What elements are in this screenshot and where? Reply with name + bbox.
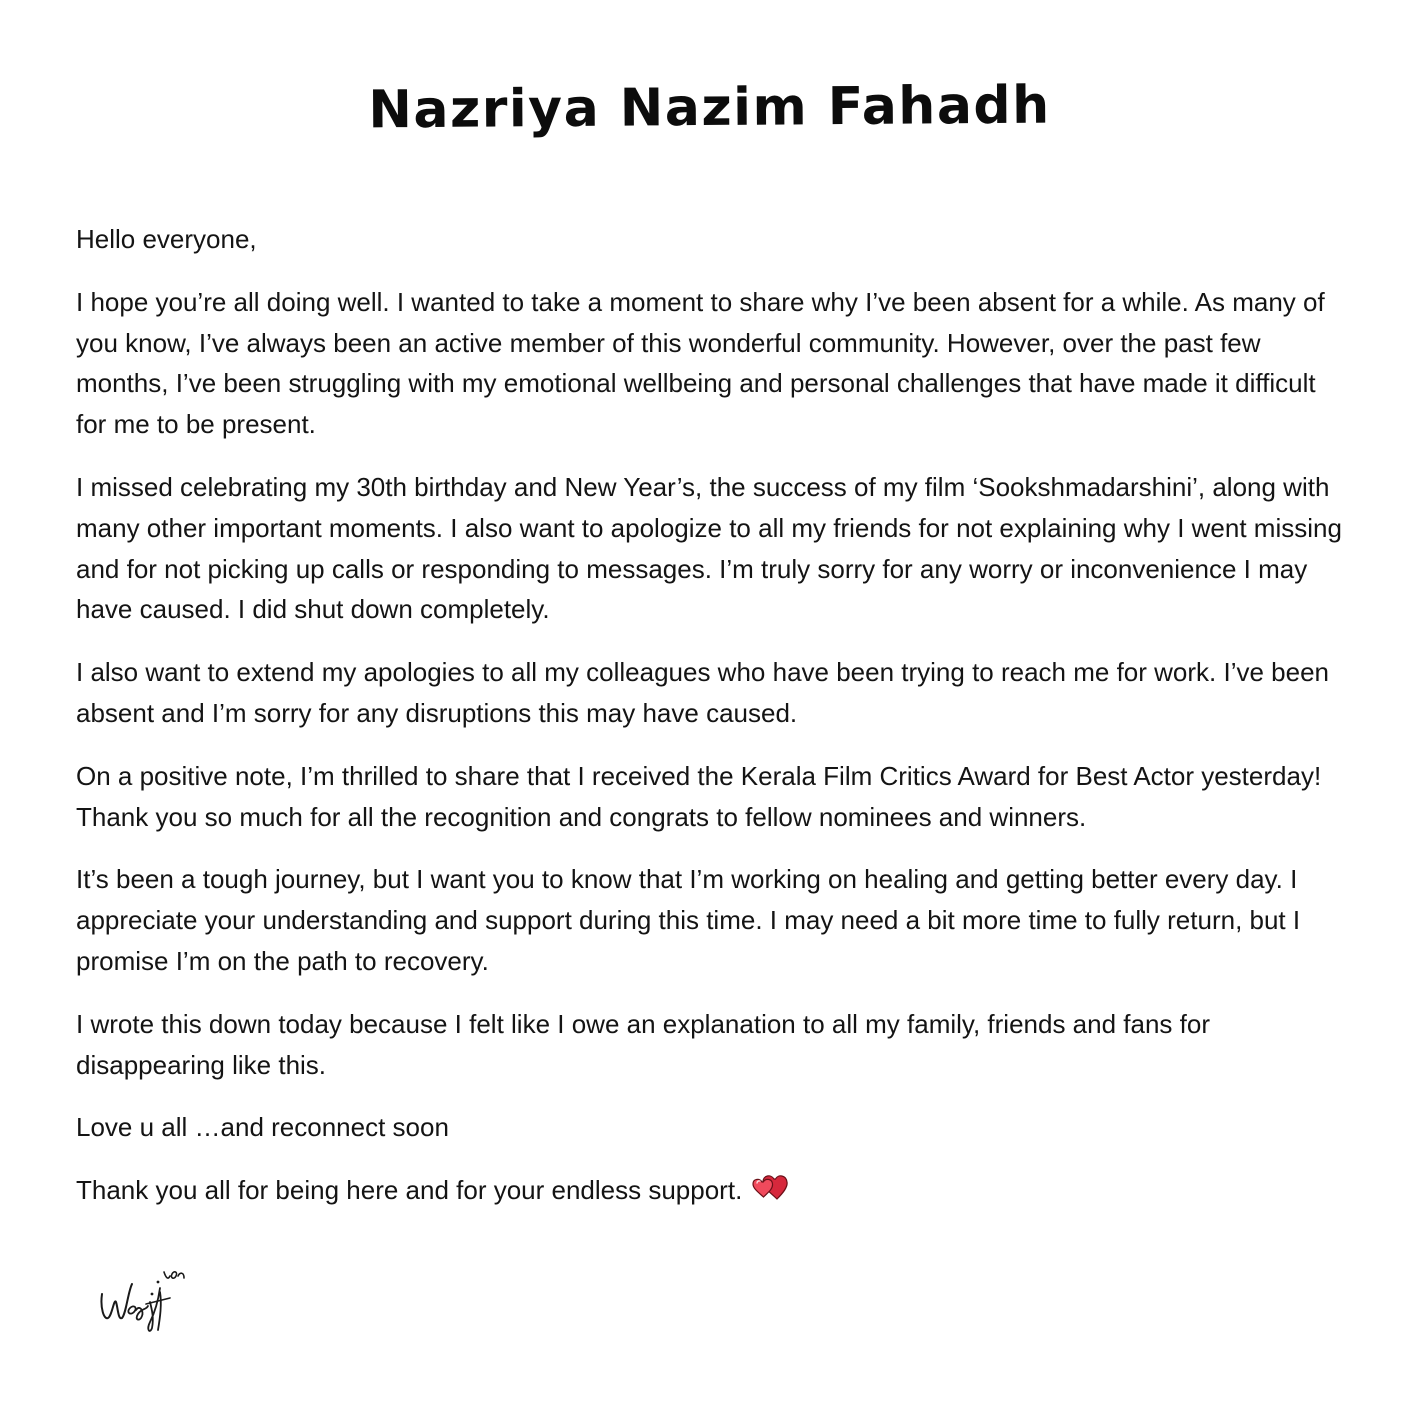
signature	[94, 1258, 190, 1338]
paragraph-4: On a positive note, I’m thrilled to share that I received the Kerala Film Critics Award for Best Actor yesterday! Thank you so much for all the recognition and congrats to fellow nominees and winners.	[76, 760, 1322, 832]
paragraph-1: I hope you’re all doing well. I wanted to take a moment to share why I’ve been absent for a while. As many of you know, I’ve always been an active member of this wonderful community. However, over the past few months, I’ve been struggling with my emotional wellbeing and personal challenges that have made it difficult for me to be present.	[76, 286, 1325, 440]
closing-line	[76, 1170, 1346, 1215]
two-hearts-icon	[750, 1173, 788, 1215]
paragraph-2: I missed celebrating my 30th birthday and New Year’s, the success of my film ‘Sookshmadarshini’, along with many other important moments. I also want to apologize to all my friends for not explaining why I went missing and for not picking up calls or responding to messages. I’m truly sorry for any worry or inconvenience I may have caused. I did shut down completely.	[76, 471, 1342, 625]
letter-title: Nazriya Nazim Fahadh	[368, 75, 1051, 141]
closing-text: Thank you all for being here and for your endless support.	[76, 1175, 743, 1206]
paragraph-5: It’s been a tough journey, but I want you to know that I’m working on healing and getting better every day. I appreciate your understanding and support during this time. I may need a bit more time to fully return, but I promise I’m on the path to recovery.	[76, 864, 1301, 976]
paragraph-6: I wrote this down today because I felt like I owe an explanation to all my family, friends and fans for disappearing like this.	[76, 1008, 1210, 1080]
paragraph-3: I also want to extend my apologies to all my colleagues who have been trying to reach me for work. I’ve been absent and I’m sorry for any disruptions this may have caused.	[76, 657, 1330, 728]
paragraph-7: Love u all …and reconnect soon	[76, 1112, 449, 1143]
greeting: Hello everyone,	[76, 224, 257, 254]
letter-body	[76, 219, 1346, 1237]
